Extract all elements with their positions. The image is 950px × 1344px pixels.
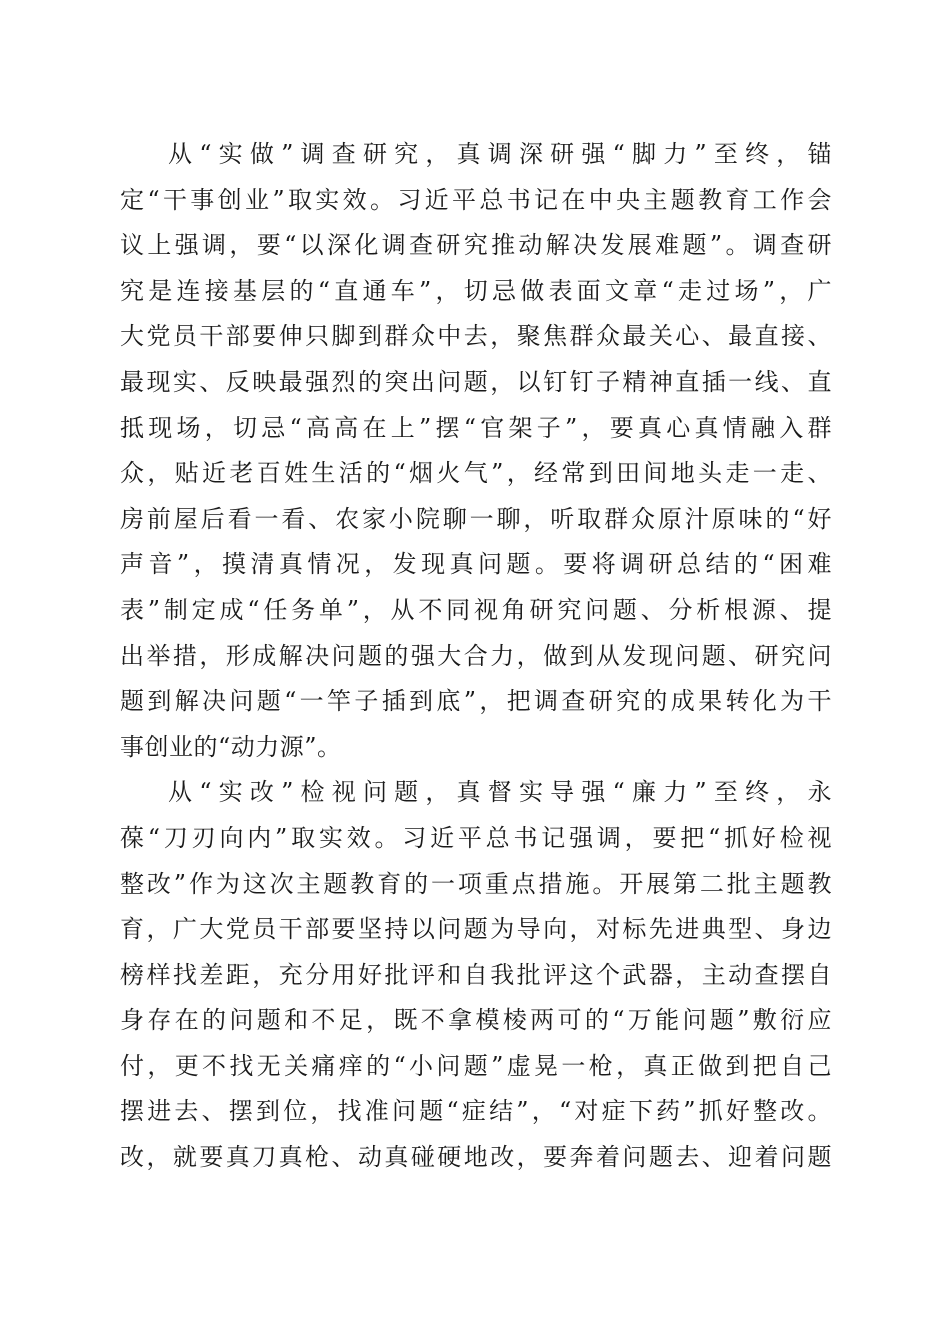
text-line: 从“实做”调查研究，真调深研强“脚力”至终，锚 (168, 140, 832, 168)
text-line: 整改”作为这次主题教育的一项重点措施。开展第二批主题教 (120, 869, 832, 898)
text-line: 榜样找差距，充分用好批评和自我批评这个武器，主动查摆自 (120, 960, 832, 989)
text-line: 议上强调，要“以深化调查研究推动解决发展难题”。调查研 (120, 231, 832, 260)
text-line: 最现实、反映最强烈的突出问题，以钉钉子精神直插一线、直 (120, 367, 832, 396)
text-line: 抵现场，切忌“高高在上”摆“官架子”，要真心真情融入群 (120, 413, 832, 442)
document-body (120, 132, 832, 1181)
text-line: 定“干事创业”取实效。习近平总书记在中央主题教育工作会 (120, 185, 832, 214)
paragraph-2 (120, 770, 832, 1180)
text-line: 究是连接基层的“直通车”，切忌做表面文章“走过场”，广 (120, 276, 832, 305)
text-line: 事创业的“动力源”。 (120, 732, 342, 761)
text-line: 题到解决问题“一竿子插到底”，把调查研究的成果转化为干 (120, 687, 832, 716)
text-line: 从“实改”检视问题，真督实导强“廉力”至终，永 (168, 778, 832, 807)
text-line: 众，贴近老百姓生活的“烟火气”，经常到田间地头走一走、 (120, 459, 832, 488)
text-line: 身存在的问题和不足，既不拿模棱两可的“万能问题”敷衍应 (120, 1006, 832, 1035)
text-line: 葆“刀刃向内”取实效。习近平总书记强调，要把“抓好检视 (120, 823, 832, 852)
text-line: 改，就要真刀真枪、动真碰硬地改，要奔着问题去、迎着问题 (120, 1143, 832, 1172)
text-line: 付，更不找无关痛痒的“小问题”虚晃一枪，真正做到把自己 (120, 1051, 832, 1080)
text-line: 声音”，摸清真情况，发现真问题。要将调研总结的“困难 (120, 550, 832, 579)
text-line: 房前屋后看一看、农家小院聊一聊，听取群众原汁原味的“好 (120, 504, 832, 533)
text-line: 育，广大党员干部要坚持以问题为导向，对标先进典型、身边 (120, 915, 832, 944)
paragraph-1 (120, 132, 832, 770)
text-line: 摆进去、摆到位，找准问题“症结”，“对症下药”抓好整改。 (120, 1097, 832, 1126)
text-line: 出举措，形成解决问题的强大合力，做到从发现问题、研究问 (120, 641, 832, 670)
text-line: 表”制定成“任务单”，从不同视角研究问题、分析根源、提 (120, 595, 832, 624)
text-line: 大党员干部要伸只脚到群众中去，聚焦群众最关心、最直接、 (120, 322, 832, 351)
